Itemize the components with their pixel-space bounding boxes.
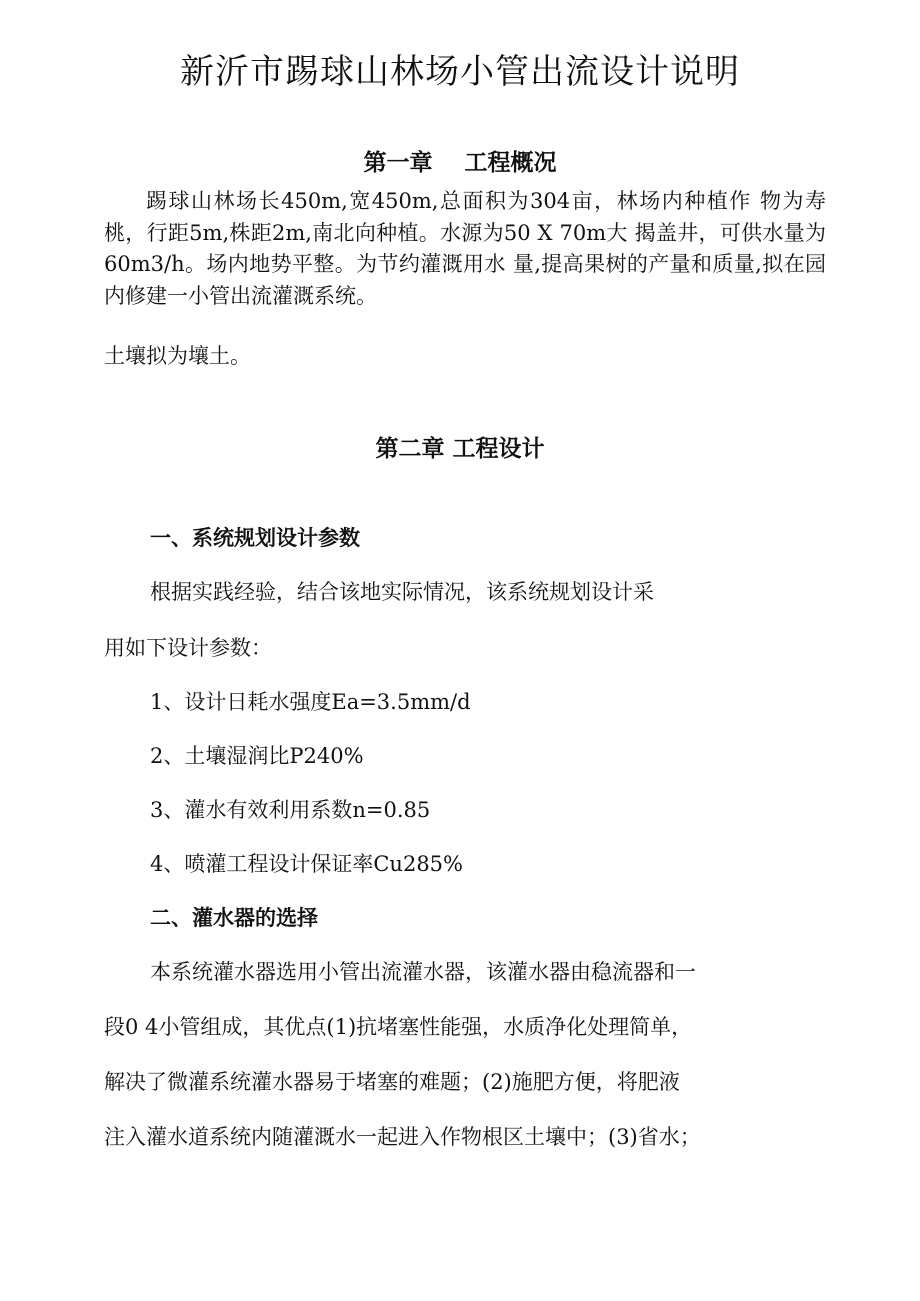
section-2-heading: 二、灌水器的选择 xyxy=(150,905,318,930)
soil-statement: 土壤拟为壤土。 xyxy=(104,344,251,368)
section-1-intro-line-1: 根据实践经验，结合该地实际情况，该系统规划设计采 xyxy=(150,580,654,604)
section-1-intro-line-2: 用如下设计参数： xyxy=(104,636,272,660)
section-1-heading: 一、系统规划设计参数 xyxy=(150,525,360,550)
document-title: 新沂市踢球山林场小管出流设计说明 xyxy=(180,52,740,92)
section-2-line-1: 本系统灌水器选用小管出流灌水器，该灌水器由稳流器和一 xyxy=(150,960,696,984)
design-parameter-4: 4、喷灌工程设计保证率Cu285% xyxy=(150,852,463,876)
chapter-1-paragraph: 踢球山林场长450m,宽450m,总面积为304亩，林场内种植作 物为寿桃，行距5m,株距2m,南北向种植。水源为50 X 70m大 揭盖井，可供水量为60m3/h。场内地势平整。为节约灌溉用水 量,提高果树的产量和质量,拟在园内修建一小管出流灌溉系统。 xyxy=(104,189,826,308)
design-parameter-1: 1、设计日耗水强度Ea=3.5mm/d xyxy=(150,690,471,714)
chapter-1-heading: 第一章 工程概况 xyxy=(363,149,557,176)
design-parameter-3: 3、灌水有效利用系数n=0.85 xyxy=(150,798,431,822)
section-2-line-2: 段0 4小管组成，其优点(1)抗堵塞性能强，水质净化处理简单， xyxy=(104,1015,693,1039)
chapter-2-heading: 第二章 工程设计 xyxy=(375,435,545,462)
section-2-line-4: 注入灌水道系统内随灌溉水一起进入作物根区土壤中；(3)省水； xyxy=(104,1125,701,1149)
section-2-line-3: 解决了微灌系统灌水器易于堵塞的难题；(2)施肥方便，将肥液 xyxy=(104,1070,680,1094)
design-parameter-2: 2、土壤湿润比P240% xyxy=(150,744,364,768)
